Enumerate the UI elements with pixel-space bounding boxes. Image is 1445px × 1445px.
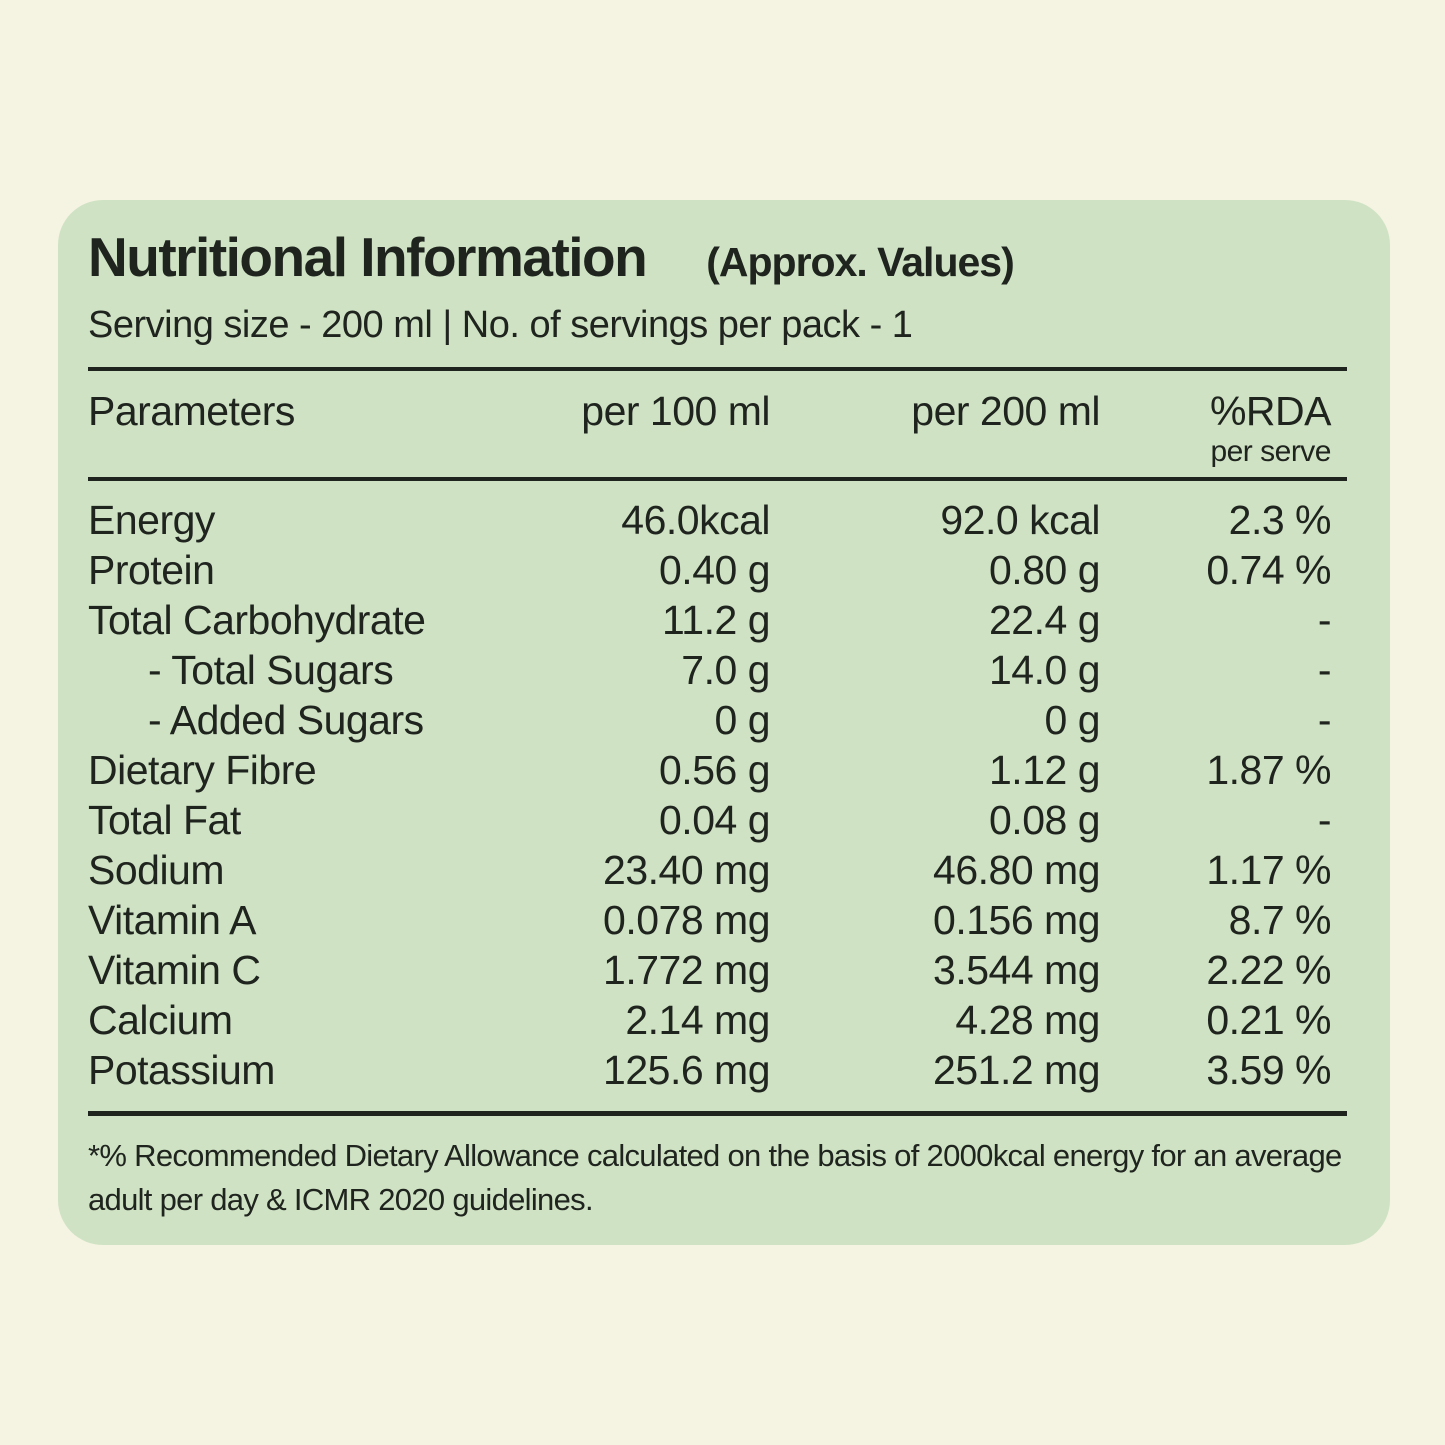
row-parameter-name: Potassium [88,1047,275,1093]
table-header [88,387,1347,469]
table-row [88,895,1347,945]
row-rda-value: - [1317,697,1331,743]
column-header-per-100ml: per 100 ml [581,388,770,434]
row-parameter-name: Vitamin A [88,897,256,943]
divider-bottom [88,1111,1347,1116]
row-rda-value: 2.22 % [1206,947,1331,993]
title-row [88,225,1347,289]
row-rda-value: 2.3 % [1228,497,1331,543]
row-parameter-name: Total Fat [88,797,241,843]
table-row [88,595,1347,645]
table-row [88,795,1347,845]
row-per-200ml-value: 4.28 mg [955,997,1100,1043]
nutrition-card [58,200,1390,1245]
row-per-200ml-value: 46.80 mg [933,847,1100,893]
approx-values-label: (Approx. Values) [706,239,1014,285]
row-per-100ml-value: 46.0kcal [621,497,770,543]
row-parameter-name: Calcium [88,997,233,1043]
row-parameter-name: - Added Sugars [148,697,424,743]
row-parameter-name: Protein [88,547,215,593]
rda-label: %RDA [1209,388,1331,434]
row-per-100ml-value: 2.14 mg [625,997,770,1043]
table-body [88,495,1347,1095]
rda-per-serve-label: per serve [1210,435,1331,468]
row-rda-value: 1.87 % [1206,747,1331,793]
row-per-100ml-value: 125.6 mg [603,1047,770,1093]
divider-header [88,477,1347,481]
row-per-100ml-value: 0.04 g [659,797,770,843]
row-parameter-name: - Total Sugars [148,647,394,693]
divider-top [88,367,1347,371]
table-row [88,995,1347,1045]
row-per-100ml-value: 0.40 g [659,547,770,593]
row-per-200ml-value: 0.156 mg [933,897,1100,943]
table-row [88,495,1347,545]
row-rda-value: - [1317,797,1331,843]
row-parameter-name: Dietary Fibre [88,747,317,793]
row-rda-value: - [1317,647,1331,693]
row-per-100ml-value: 0.078 mg [603,897,770,943]
row-per-200ml-value: 0.80 g [989,547,1100,593]
page-title: Nutritional Information [88,226,647,288]
table-row [88,695,1347,745]
row-per-100ml-value: 11.2 g [662,597,770,643]
column-header-rda [1100,387,1347,469]
row-per-200ml-value: 22.4 g [989,597,1100,643]
row-per-100ml-value: 1.772 mg [603,947,770,993]
table-row [88,545,1347,595]
row-parameter-name: Sodium [88,847,225,893]
table-row [88,645,1347,695]
row-per-100ml-value: 0 g [714,697,770,743]
row-rda-value: 3.59 % [1206,1047,1331,1093]
row-per-200ml-value: 3.544 mg [933,947,1100,993]
table-row [88,945,1347,995]
row-per-200ml-value: 92.0 kcal [940,497,1100,543]
row-per-100ml-value: 0.56 g [659,747,770,793]
row-per-200ml-value: 1.12 g [989,747,1100,793]
row-rda-value: 1.17 % [1206,847,1331,893]
row-parameter-name: Vitamin C [88,947,261,993]
row-per-200ml-value: 14.0 g [989,647,1100,693]
row-per-100ml-value: 7.0 g [681,647,770,693]
row-rda-value: 0.21 % [1206,997,1331,1043]
serving-info: Serving size - 200 ml | No. of servings per pack - 1 [88,304,913,346]
table-row [88,1045,1347,1095]
row-per-200ml-value: 0.08 g [989,797,1100,843]
row-rda-value: 0.74 % [1206,547,1331,593]
row-per-200ml-value: 251.2 mg [933,1047,1100,1093]
column-header-per-200ml: per 200 ml [911,388,1100,434]
row-per-200ml-value: 0 g [1044,697,1100,743]
rda-footnote: *% Recommended Dietary Allowance calculated on the basis of 2000kcal energy for an average adult per day & ICMR 2020 guidelines. [88,1138,1342,1217]
row-rda-value: - [1317,597,1331,643]
table-row [88,745,1347,795]
row-per-100ml-value: 23.40 mg [603,847,770,893]
row-rda-value: 8.7 % [1228,897,1331,943]
table-row [88,845,1347,895]
row-parameter-name: Energy [88,497,215,543]
row-parameter-name: Total Carbohydrate [88,597,426,643]
column-header-parameters: Parameters [88,388,295,434]
